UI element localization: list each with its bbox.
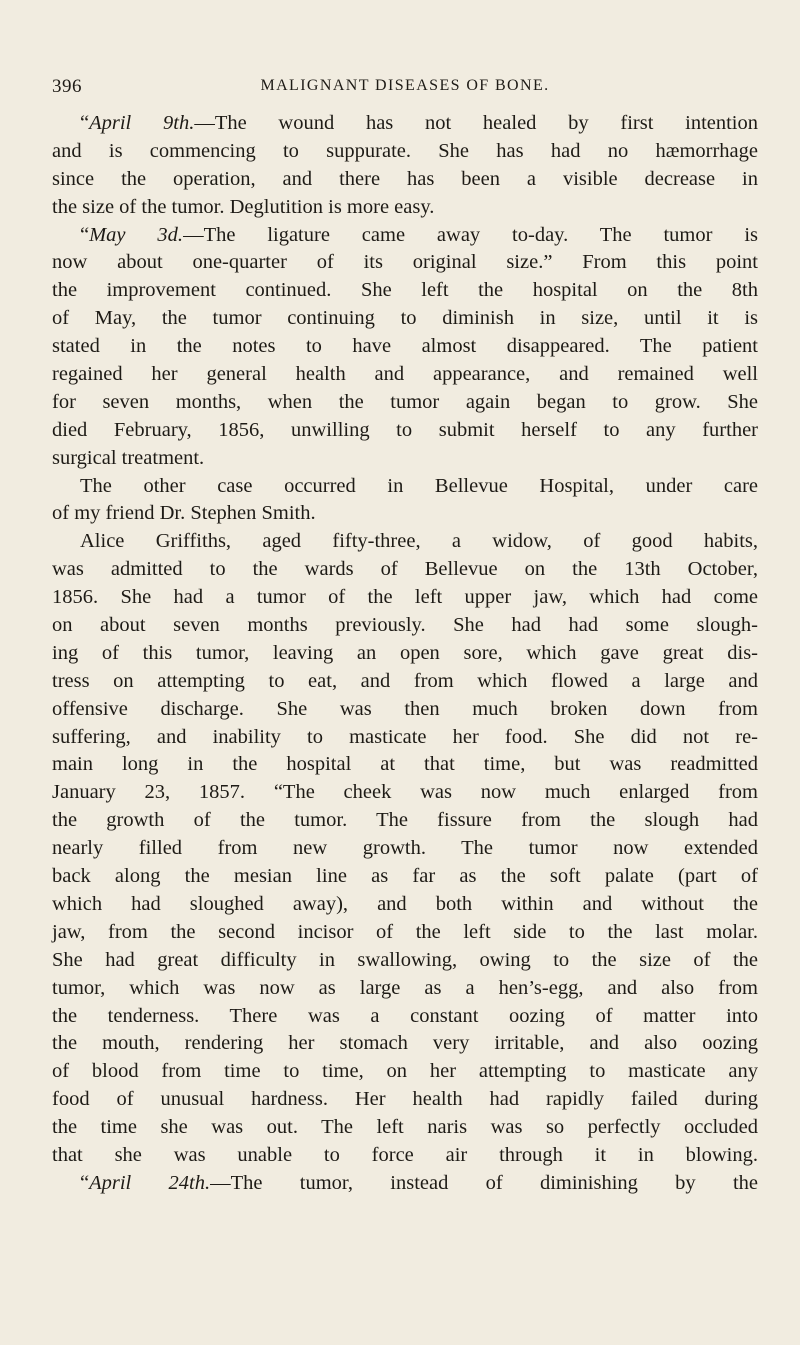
text-line [52,1086,758,1114]
line-text: the growth of the tumor. The fissure from the slough had [52,809,758,832]
text-line [52,751,758,779]
date-day: 3d. [125,223,184,246]
line-text: and is commencing to suppurate. She has had no hæmorrhage [52,139,758,162]
text-line [52,668,758,696]
date-month: April [89,112,132,134]
text-line [52,389,758,417]
open-quote: “ [80,223,90,246]
text-line [52,556,758,584]
line-text: ing of this tumor, leaving an open sore, which gave great dis- [52,641,758,664]
line-text: main long in the hospital at that time, but was readmitted [52,753,758,776]
line-text: —The tumor, instead of diminishing by the [210,1171,758,1194]
line-text: back along the mesian line as far as the soft palate (part of [52,865,758,888]
line-text: the mouth, rendering her stomach very irritable, and also oozing [52,1032,758,1055]
text-line [52,305,758,333]
date-day: 24th. [131,1171,211,1194]
text-line [52,166,758,194]
body-text [52,110,758,1198]
running-head: MALIGNANT DISEASES OF BONE. [260,77,550,94]
text-line [52,417,758,445]
line-text: of May, the tumor continuing to diminish in size, until it is [52,307,758,330]
text-line [52,333,758,361]
text-line [52,975,758,1003]
text-line [52,1142,758,1170]
line-text: Alice Griffiths, aged fifty-three, a widow, of good habits, [80,530,758,553]
text-line [52,1114,758,1142]
line-text: offensive discharge. She was then much broken down from [52,697,758,720]
text-line [52,361,758,389]
text-line [52,1058,758,1086]
line-text: jaw, from the second incisor of the left side to the last molar. [52,920,758,943]
line-text: —The wound has not healed by first intention [194,112,759,134]
date-month: April [89,1171,132,1194]
line-text: that she was unable to force air through it in blowing. [52,1143,758,1166]
text-line [52,1003,758,1031]
open-quote: “ [80,112,90,134]
text-line [52,779,758,807]
date-month: May [89,223,126,246]
text-line [52,1030,758,1058]
line-text: now about one-quarter of its original size.” From this point [52,251,758,274]
line-text: tumor, which was now as large as a hen’s-egg, and also from [52,976,758,999]
line-text: surgical treatment. [52,446,205,469]
line-text: of my friend Dr. Stephen Smith. [52,502,316,525]
line-text: —The ligature came away to-day. The tumor is [183,223,758,246]
text-line [52,584,758,612]
text-line [52,919,758,947]
date-day: 9th. [131,112,195,134]
open-quote: “ [80,1171,90,1194]
line-text: regained her general health and appearance, and remained well [52,363,758,386]
line-text: died February, 1856, unwilling to submit herself to any further [52,418,758,441]
text-line [52,1170,758,1198]
line-text: of blood from time to time, on her attempting to masticate any [52,1060,758,1083]
text-line [52,947,758,975]
text-line [52,640,758,668]
text-line [52,222,758,250]
line-text: was admitted to the wards of Bellevue on the 13th October, [52,558,758,581]
line-text: the tenderness. There was a constant oozing of matter into [52,1004,758,1027]
line-text: The other case occurred in Bellevue Hospital, under care [80,474,758,497]
text-line [52,696,758,724]
page-header [52,76,758,100]
text-line [52,891,758,919]
line-text: January 23, 1857. “The cheek was now much enlarged from [52,781,758,804]
text-line [52,445,758,473]
text-line [52,863,758,891]
text-line [52,528,758,556]
line-text: since the operation, and there has been a visible decrease in [52,167,758,190]
line-text: the size of the tumor. Deglutition is more easy. [52,195,435,218]
line-text: the time she was out. The left naris was so perfectly occluded [52,1116,758,1139]
text-line [52,138,758,166]
text-line [52,835,758,863]
text-line [52,249,758,277]
text-line [52,724,758,752]
line-text: She had great difficulty in swallowing, owing to the size of the [52,948,758,971]
line-text: stated in the notes to have almost disappeared. The patient [52,335,758,358]
text-line [52,110,758,138]
line-text: for seven months, when the tumor again began to grow. She [52,390,758,413]
text-line [52,612,758,640]
line-text: on about seven months previously. She had had some slough- [52,614,758,637]
text-line [52,500,758,528]
line-text: food of unusual hardness. Her health had rapidly failed during [52,1088,758,1111]
text-line [52,473,758,501]
text-line [52,807,758,835]
line-text: the improvement continued. She left the hospital on the 8th [52,279,758,302]
line-text: tress on attempting to eat, and from which flowed a large and [52,669,758,692]
text-line [52,277,758,305]
page-number: 396 [52,76,82,97]
line-text: nearly filled from new growth. The tumor now extended [52,837,758,860]
line-text: which had sloughed away), and both within and without the [52,892,758,915]
line-text: suffering, and inability to masticate her food. She did not re- [52,725,758,748]
line-text: 1856. She had a tumor of the left upper jaw, which had come [52,586,758,609]
text-line [52,194,758,222]
